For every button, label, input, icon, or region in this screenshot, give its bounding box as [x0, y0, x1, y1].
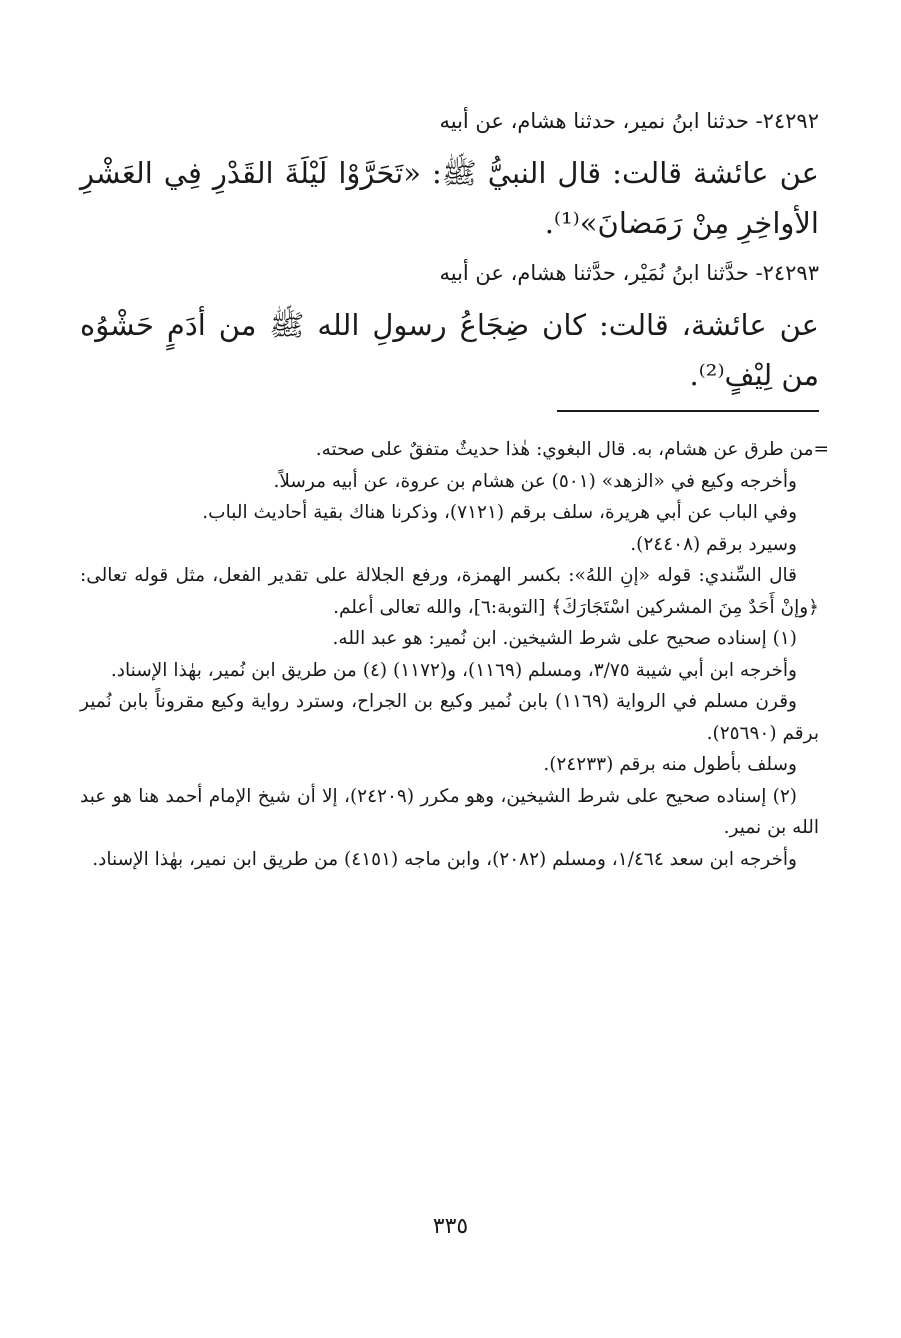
hadith-24292: [80, 106, 819, 248]
footnote-paragraph: وسيرد برقم (٢٤٤٠٨).: [630, 533, 797, 555]
footnote-paragraph: وأخرجه ابن سعد ١/٤٦٤، ومسلم (٢٠٨٢)، وابن ماجه (٤١٥١) من طريق ابن نمير، بهٰذا الإسناد.: [92, 848, 797, 870]
footnote-paragraph: =من طرق عن هشام، به. قال البغوي: هٰذا حديثٌ متفقٌ على صحته.: [315, 439, 829, 460]
footnote-paragraph: (٢) إسناده صحيح على شرط الشيخين، وهو مكرر (٢٤٢٠٩)، إلا أن شيخ الإمام أحمد هنا هو عبد الله بن نمير.: [80, 785, 819, 838]
footnote-paragraph: وفي الباب عن أبي هريرة، سلف برقم (٧١٢١)، وذكرنا هناك بقية أحاديث الباب.: [202, 502, 797, 523]
hadith-isnad: ٢٤٢٩٣- حدَّثنا ابنُ نُمَيْر، حدَّثنا هشام، عن أبيه: [439, 261, 819, 285]
footnote-paragraph: وأخرجه ابن أبي شيبة ٣/٧٥، ومسلم (١١٦٩)، و(١١٧٢) (٤) من طريق ابن نُمير، بهٰذا الإسناد.: [110, 659, 797, 681]
footnote-paragraph: قال السِّندي: قوله «إنِ اللهُ»: بكسر الهمزة، ورفع الجلالة على تقدير الفعل، مثل قوله تعالى: ﴿وإنْ أَحَدٌ مِنَ المشركين اسْتَجَارَكَ﴾ [التوبة:٦]، والله تعالى أعلم.: [80, 565, 819, 618]
hadith-matn: عن عائشة قالت: قال النبيُّ ﷺ: «تَحَرَّوْا لَيْلَةَ القَدْرِ فِي العَشْرِ الأواخِرِ مِنْ رَمَضانَ»⁽¹⁾.: [80, 156, 819, 240]
footnote-paragraph: (١) إسناده صحيح على شرط الشيخين. ابن نُمير: هو عبد الله.: [332, 628, 797, 649]
footnote-paragraph: وسلف بأطول منه برقم (٢٤٢٣٣).: [543, 754, 797, 775]
hadith-matn: عن عائشة، قالت: كان ضِجَاعُ رسولِ الله ﷺ من أدَمٍ حَشْوُه من لِيْفٍ⁽²⁾.: [80, 308, 819, 392]
hadith-isnad: ٢٤٢٩٢- حدثنا ابنُ نمير، حدثنا هشام، عن أبيه: [439, 109, 819, 133]
footnotes: [80, 434, 829, 875]
hadith-24293: [80, 258, 819, 400]
page-number: ٣٣٥: [432, 1214, 469, 1239]
footnote-divider: [557, 410, 819, 412]
footnote-paragraph: وأخرجه وكيع في «الزهد» (٥٠١) عن هشام بن عروة، عن أبيه مرسلاً.: [273, 470, 797, 492]
footnote-paragraph: وقرن مسلم في الرواية (١١٦٩) بابن نُمير وكيع بن الجراح، وسترد رواية وكيع مقروناً بابن نُمير برقم (٢٥٦٩٠).: [80, 691, 819, 744]
